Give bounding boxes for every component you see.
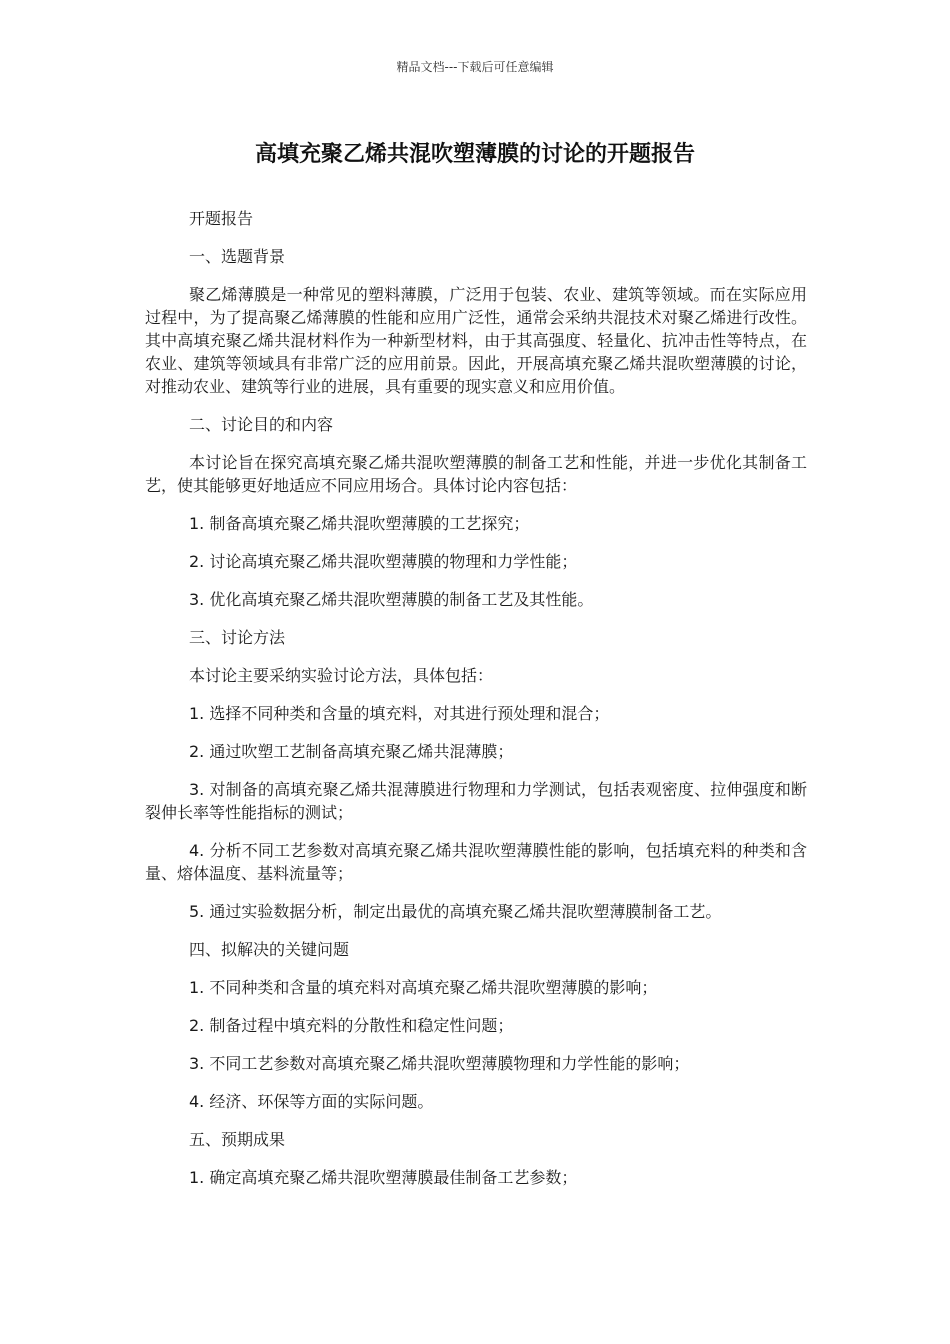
section-heading-purpose: 二、讨论目的和内容 (189, 415, 334, 434)
list-item-problem-3: 3. 不同工艺参数对高填充聚乙烯共混吹塑薄膜物理和力学性能的影响； (189, 1054, 690, 1073)
document-body (145, 207, 807, 1204)
section-heading-background: 一、选题背景 (189, 247, 286, 266)
list-item-purpose-2: 2. 讨论高填充聚乙烯共混吹塑薄膜的物理和力学性能； (189, 552, 578, 571)
section-heading-method: 三、讨论方法 (189, 628, 286, 647)
page-header-note: 精品文档---下载后可任意编辑 (396, 60, 554, 74)
list-item-result-1: 1. 确定高填充聚乙烯共混吹塑薄膜最佳制备工艺参数； (189, 1168, 578, 1187)
list-item-method-3: 3. 对制备的高填充聚乙烯共混薄膜进行物理和力学测试，包括表观密度、拉伸强度和断裂伸长率等性能指标的测试； (145, 780, 807, 822)
paragraph-method: 本讨论主要采纳实验讨论方法，具体包括： (189, 666, 494, 685)
list-item-problem-4: 4. 经济、环保等方面的实际问题。 (189, 1092, 434, 1111)
list-item-method-1: 1. 选择不同种类和含量的填充料，对其进行预处理和混合； (189, 704, 610, 723)
section-heading-expected-results: 五、预期成果 (189, 1130, 286, 1149)
list-item-purpose-1: 1. 制备高填充聚乙烯共混吹塑薄膜的工艺探究； (189, 514, 530, 533)
paragraph-background: 聚乙烯薄膜是一种常见的塑料薄膜，广泛用于包装、农业、建筑等领域。而在实际应用过程中，为了提高聚乙烯薄膜的性能和应用广泛性，通常会采纳共混技术对聚乙烯进行改性。其中高填充聚乙烯共混材料作为一种新型材料，由于其高强度、轻量化、抗冲击性等特点，在农业、建筑等领域具有非常广泛的应用前景。因此，开展高填充聚乙烯共混吹塑薄膜的讨论，对推动农业、建筑等行业的进展，具有重要的现实意义和应用价值。 (145, 285, 807, 396)
paragraph-purpose: 本讨论旨在探究高填充聚乙烯共混吹塑薄膜的制备工艺和性能，并进一步优化其制备工艺，使其能够更好地适应不同应用场合。具体讨论内容包括： (145, 453, 807, 495)
paragraph-report-label: 开题报告 (189, 209, 254, 228)
list-item-problem-1: 1. 不同种类和含量的填充料对高填充聚乙烯共混吹塑薄膜的影响； (189, 978, 658, 997)
list-item-problem-2: 2. 制备过程中填充料的分散性和稳定性问题； (189, 1016, 514, 1035)
document-title: 高填充聚乙烯共混吹塑薄膜的讨论的开题报告 (254, 142, 695, 167)
section-heading-key-problems: 四、拟解决的关键问题 (189, 940, 350, 959)
list-item-method-2: 2. 通过吹塑工艺制备高填充聚乙烯共混薄膜； (189, 742, 514, 761)
list-item-method-5: 5. 通过实验数据分析，制定出最优的高填充聚乙烯共混吹塑薄膜制备工艺。 (189, 902, 722, 921)
list-item-method-4: 4. 分析不同工艺参数对高填充聚乙烯共混吹塑薄膜性能的影响，包括填充料的种类和含量、熔体温度、基料流量等； (145, 841, 807, 883)
list-item-purpose-3: 3. 优化高填充聚乙烯共混吹塑薄膜的制备工艺及其性能。 (189, 590, 594, 609)
